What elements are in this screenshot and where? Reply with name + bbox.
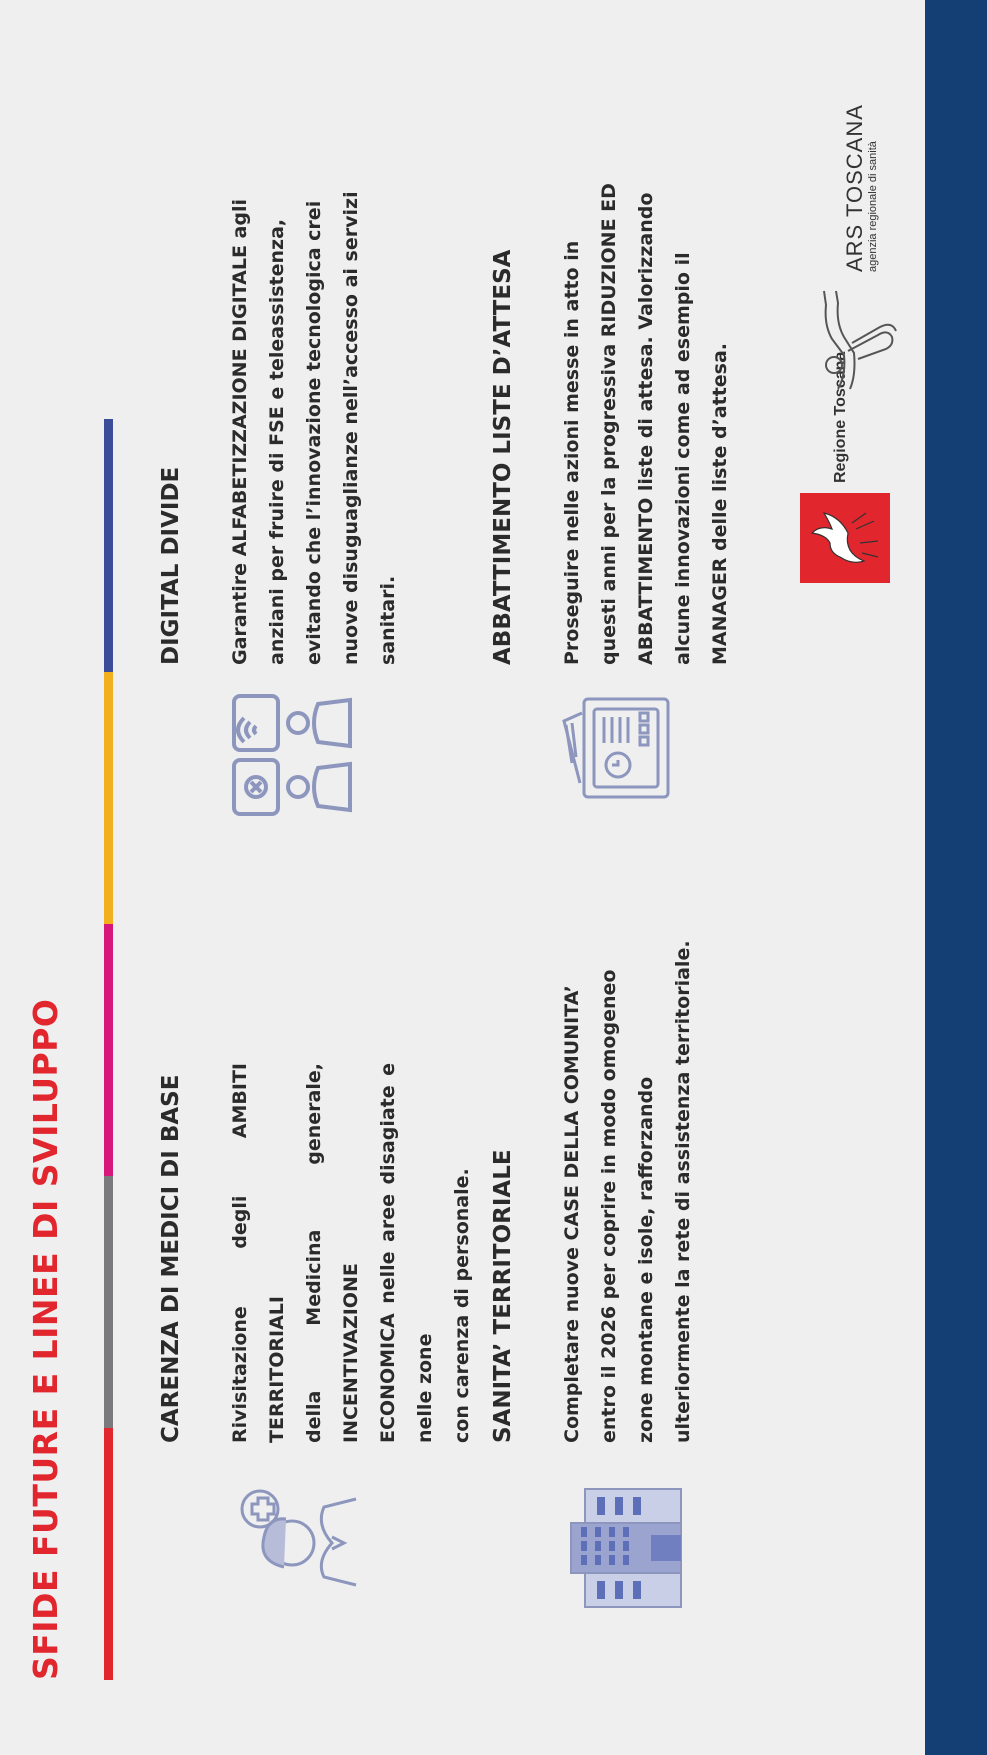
card-4-line: alcune innovazioni come ad esempio il — [672, 252, 694, 665]
ars-toscana-title: ARS TOSCANA — [842, 104, 867, 272]
color-bar-yellow — [104, 672, 113, 924]
card-4-line: questi anni per la progressiva RIDUZIONE ED — [598, 183, 620, 665]
card-1-title: CARENZA DI MEDICI DI BASE — [158, 1074, 184, 1443]
card-1-text — [222, 1063, 481, 1443]
card-2-line: sanitari. — [377, 575, 399, 665]
color-bar-blue — [104, 419, 113, 672]
card-3-text — [554, 913, 702, 1443]
card-4-text — [554, 135, 739, 665]
card-1-line: con carenza di personale. — [451, 1168, 473, 1443]
card-3-line: Completare nuove CASE DELLA COMUNITA’ — [561, 985, 583, 1443]
card-3-line: zone montane e isole, rafforzando — [635, 1076, 657, 1443]
pegasus-icon — [800, 493, 890, 583]
card-2-line: nuove disuguaglianze nell’accesso ai servizi — [340, 191, 362, 665]
card-2-title: DIGITAL DIVIDE — [158, 466, 184, 665]
card-4-title: ABBATTIMENTO LISTE D’ATTESA — [490, 249, 516, 665]
color-bar-magenta — [104, 924, 113, 1176]
color-bar-grey — [104, 1176, 113, 1428]
card-4-line: ABBATTIMENTO liste di attesa. Valorizzando — [635, 192, 657, 665]
regione-toscana-label: Regione Toscana — [832, 351, 849, 483]
telehealth-icon — [226, 690, 358, 820]
ars-toscana-emblem — [818, 285, 898, 395]
queue-ticket-icon — [560, 693, 674, 803]
card-3-title: SANITA’ TERRITORIALE — [490, 1149, 516, 1443]
card-2-line: anziani per fruire di FSE e teleassistenza, — [266, 218, 288, 665]
ars-toscana-subtitle: agenzia regionale di sanità — [867, 141, 879, 272]
card-3-line: entro il 2026 per coprire in modo omogeneo — [598, 969, 620, 1443]
card-1-line: Rivisitazione degli AMBITI TERRITORIALI — [229, 1063, 288, 1443]
page-title: SFIDE FUTURE E LINEE DI SVILUPPO — [26, 998, 65, 1680]
card-1-line: della Medicina generale, INCENTIVAZIONE — [303, 1063, 362, 1443]
regione-toscana-logo — [800, 493, 890, 583]
card-2-text — [222, 135, 407, 665]
color-bar-red — [104, 1428, 113, 1680]
card-4-line: MANAGER delle liste d’attesa. — [709, 342, 731, 665]
card-4-line: Proseguire nelle azioni messe in atto in — [561, 240, 583, 665]
card-1-line: ECONOMICA nelle aree disagiate e nelle zone — [377, 1063, 436, 1443]
bottom-band — [925, 0, 987, 1755]
card-3-line: ulteriormente la rete di assistenza territoriale. — [672, 940, 694, 1443]
card-2-line: Garantire ALFABETIZZAZIONE DIGITALE agli — [229, 198, 251, 665]
doctor-icon — [228, 1477, 358, 1607]
card-2-line: evitando che l’innovazione tecnologica crei — [303, 200, 325, 665]
hospital-building-icon — [565, 1483, 683, 1613]
